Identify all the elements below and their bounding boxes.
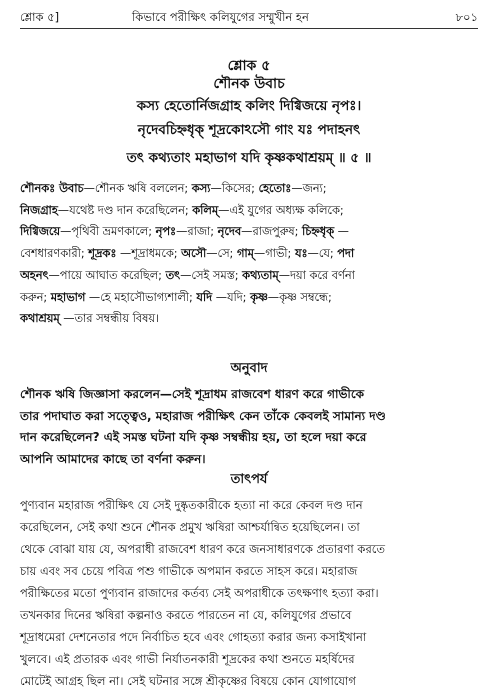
term-meaning: —শৌনক ঋষি বললেন; [83, 182, 192, 195]
synonym-line [20, 308, 480, 330]
sanskrit-term: দিগ্বিজয়ে [20, 225, 61, 239]
term-meaning: —গাভী; [253, 247, 295, 261]
term-meaning: —যদি; [212, 290, 251, 304]
page-number: ৮০১ [455, 10, 478, 24]
sanskrit-term: পদা [337, 247, 355, 261]
synonym-line [20, 200, 480, 222]
purport-line: খুলবে। এই প্রতারক এবং গাভী নির্যাতনকারী শূদ্রকের কথা শুনতে মহর্ষিদের [20, 652, 355, 666]
sanskrit-term: কথাশ্রয়ম্ [20, 312, 60, 326]
sanskrit-term: যঃ [294, 247, 308, 261]
term-meaning: —পায়ে আঘাত করেছিল; [48, 268, 166, 282]
term-meaning: —পৃথিবী ভ্রমণকালে; [60, 225, 156, 239]
synonym-line [20, 243, 480, 265]
sanskrit-term: অসৌ [181, 247, 207, 261]
sanskrit-term: যদি [196, 290, 213, 304]
purport-line: শূদ্রাধমেরা দেশনেতার পদে নির্বাচিত হবে এবং গোহত্যা করার জন্য কসাইখানা [20, 630, 367, 644]
sanskrit-term: চিহ্নধৃক্ [302, 225, 334, 239]
translation-line: শৌনক ঋষি জিজ্ঞাসা করলেন—সেই শূদ্রাধম রাজবেশ ধারণ করে গাভীকে [20, 387, 365, 401]
sanskrit-term: মহাভাগ [50, 290, 86, 304]
term-meaning: —কৃষ্ণ সম্বন্ধে; [267, 290, 332, 304]
term-meaning: —দয়া করে বর্ণনা [278, 268, 355, 282]
term-meaning: —কিসের; [210, 182, 259, 195]
translation-line: দান করেছিলেন? এই সমস্ত ঘটনা যদি কৃষ্ণ সম্বন্ধীয় হয়, তা হলে দয়া করে [20, 430, 367, 444]
sanskrit-term: গাম্ [236, 247, 254, 261]
term-meaning: — [333, 225, 349, 239]
term-meaning: করুন; [20, 290, 51, 304]
sanskrit-term: কথ্যতাম্ [242, 268, 279, 282]
term-meaning: —রাজপুরুষ; [241, 225, 303, 239]
synonym-line [20, 287, 480, 309]
translation-heading: অনুবাদ [230, 361, 268, 376]
purport-text [20, 494, 480, 692]
purport-line: পরীক্ষিতের মতো পুণ্যবান রাজাদের কর্তব্য সেই অপরাধীকে তৎক্ষণাৎ হত্যা করা। [20, 586, 379, 600]
sanskrit-term: তৎ [165, 268, 181, 282]
purport-line: তখনকার দিনের ঋষিরা কল্পনাও করতে পারতেন না যে, কলিযুগের প্রভাবে [20, 608, 352, 622]
synonym-line [20, 265, 480, 287]
term-meaning: বেশধারণকারী; [20, 247, 89, 261]
purport-line: থেকে বোঝা যায় যে, অপরাধী রাজবেশ ধারণ করে জনসাধারণকে প্রতারণা করতে [20, 542, 386, 556]
word-for-word-synonyms [20, 178, 480, 330]
term-meaning: —সেই সমস্ত; [180, 268, 243, 282]
term-meaning: —যথেষ্ট দণ্ড দান করেছিলেন; [57, 203, 193, 217]
header-verse-ref: শ্লোক ৫] [20, 10, 60, 24]
header-rule [20, 28, 478, 29]
sanskrit-term: অহনৎ [20, 268, 49, 282]
translation-line: আপনি আমাদের কাছে তা বর্ণনা করুন। [20, 451, 206, 466]
term-meaning: —রাজা; [176, 225, 218, 239]
sanskrit-term: শূদ্রকঃ [88, 247, 117, 261]
synonym-line [20, 178, 480, 200]
running-header [20, 7, 478, 27]
header-chapter-title: কিভাবে পরীক্ষিৎ কলিযুগের সম্মুখীন হন [132, 10, 309, 24]
sanskrit-term: নিজগ্রাহ [20, 203, 58, 217]
verse-speaker: শৌনক উবাচ [213, 76, 285, 92]
synonym-line [20, 221, 480, 243]
verse-number: শ্লোক ৫ [227, 58, 271, 74]
sanskrit-term: হেতোঃ [258, 182, 292, 195]
term-meaning: —তার সম্বন্ধীয় বিষয়। [59, 312, 160, 326]
term-meaning: —সে; [206, 247, 237, 261]
purport-line: করেছিলেন, সেই কথা শুনে শৌনক প্রমুখ ঋষিরা আশ্চর্যান্বিত হয়েছিলেন। তা [20, 520, 360, 534]
sanskrit-term: নৃপঃ [155, 225, 177, 239]
translation-line: তার পদাঘাত করা সত্ত্বেও, মহারাজ পরীক্ষিৎ কেন তাঁকে কেবলই সামান্য দণ্ড [20, 408, 386, 423]
translation-text [20, 384, 480, 470]
verse-line: নৃদেবচিহ্নধৃক্ শূদ্রকোঽসৌ গাং যঃ পদাহনৎ [137, 122, 361, 138]
purport-line: পুণ্যবান মহারাজ পরীক্ষিৎ যে সেই দুষ্কৃতকারীকে হত্যা না করে কেবল দণ্ড দান [20, 498, 363, 512]
purport-line: মোটেই আগ্রহ ছিল না। সেই ঘটনার সঙ্গে শ্রীকৃষ্ণের বিষয়ে কোন যোগাযোগ [20, 674, 356, 688]
term-meaning: —যে; [307, 247, 338, 261]
sanskrit-term: শৌনকঃ উবাচ [20, 182, 84, 195]
purport-line: চায় এবং সব চেয়ে পবিত্র পশু গাভীকে অপমান করতে সাহস করে। মহারাজ [20, 564, 358, 578]
verse-line: তৎ কথ্যতাং মহাভাগ যদি কৃষ্ণকথাশ্রয়ম্ ॥ ৫ ॥ [126, 150, 372, 166]
term-meaning: —হে মহাসৌভাগ্যশালী; [85, 290, 197, 304]
term-meaning: —এই যুগের অধ্যক্ষ কলিকে; [218, 203, 344, 217]
sanskrit-term: কলিম্ [192, 203, 219, 217]
term-meaning: —জন্য; [291, 182, 327, 195]
sanskrit-term: কৃষ্ণ [250, 290, 268, 304]
verse-line: কস্য হেতোর্নিজগ্রাহ কলিং দিগ্বিজয়ে নৃপঃ। [136, 98, 362, 114]
term-meaning: —শূদ্রাধমকে; [116, 247, 182, 261]
purport-heading: তাৎপর্য [230, 472, 268, 487]
sanskrit-term: কস্য [191, 182, 211, 195]
sanskrit-term: নৃদেব [217, 225, 242, 239]
